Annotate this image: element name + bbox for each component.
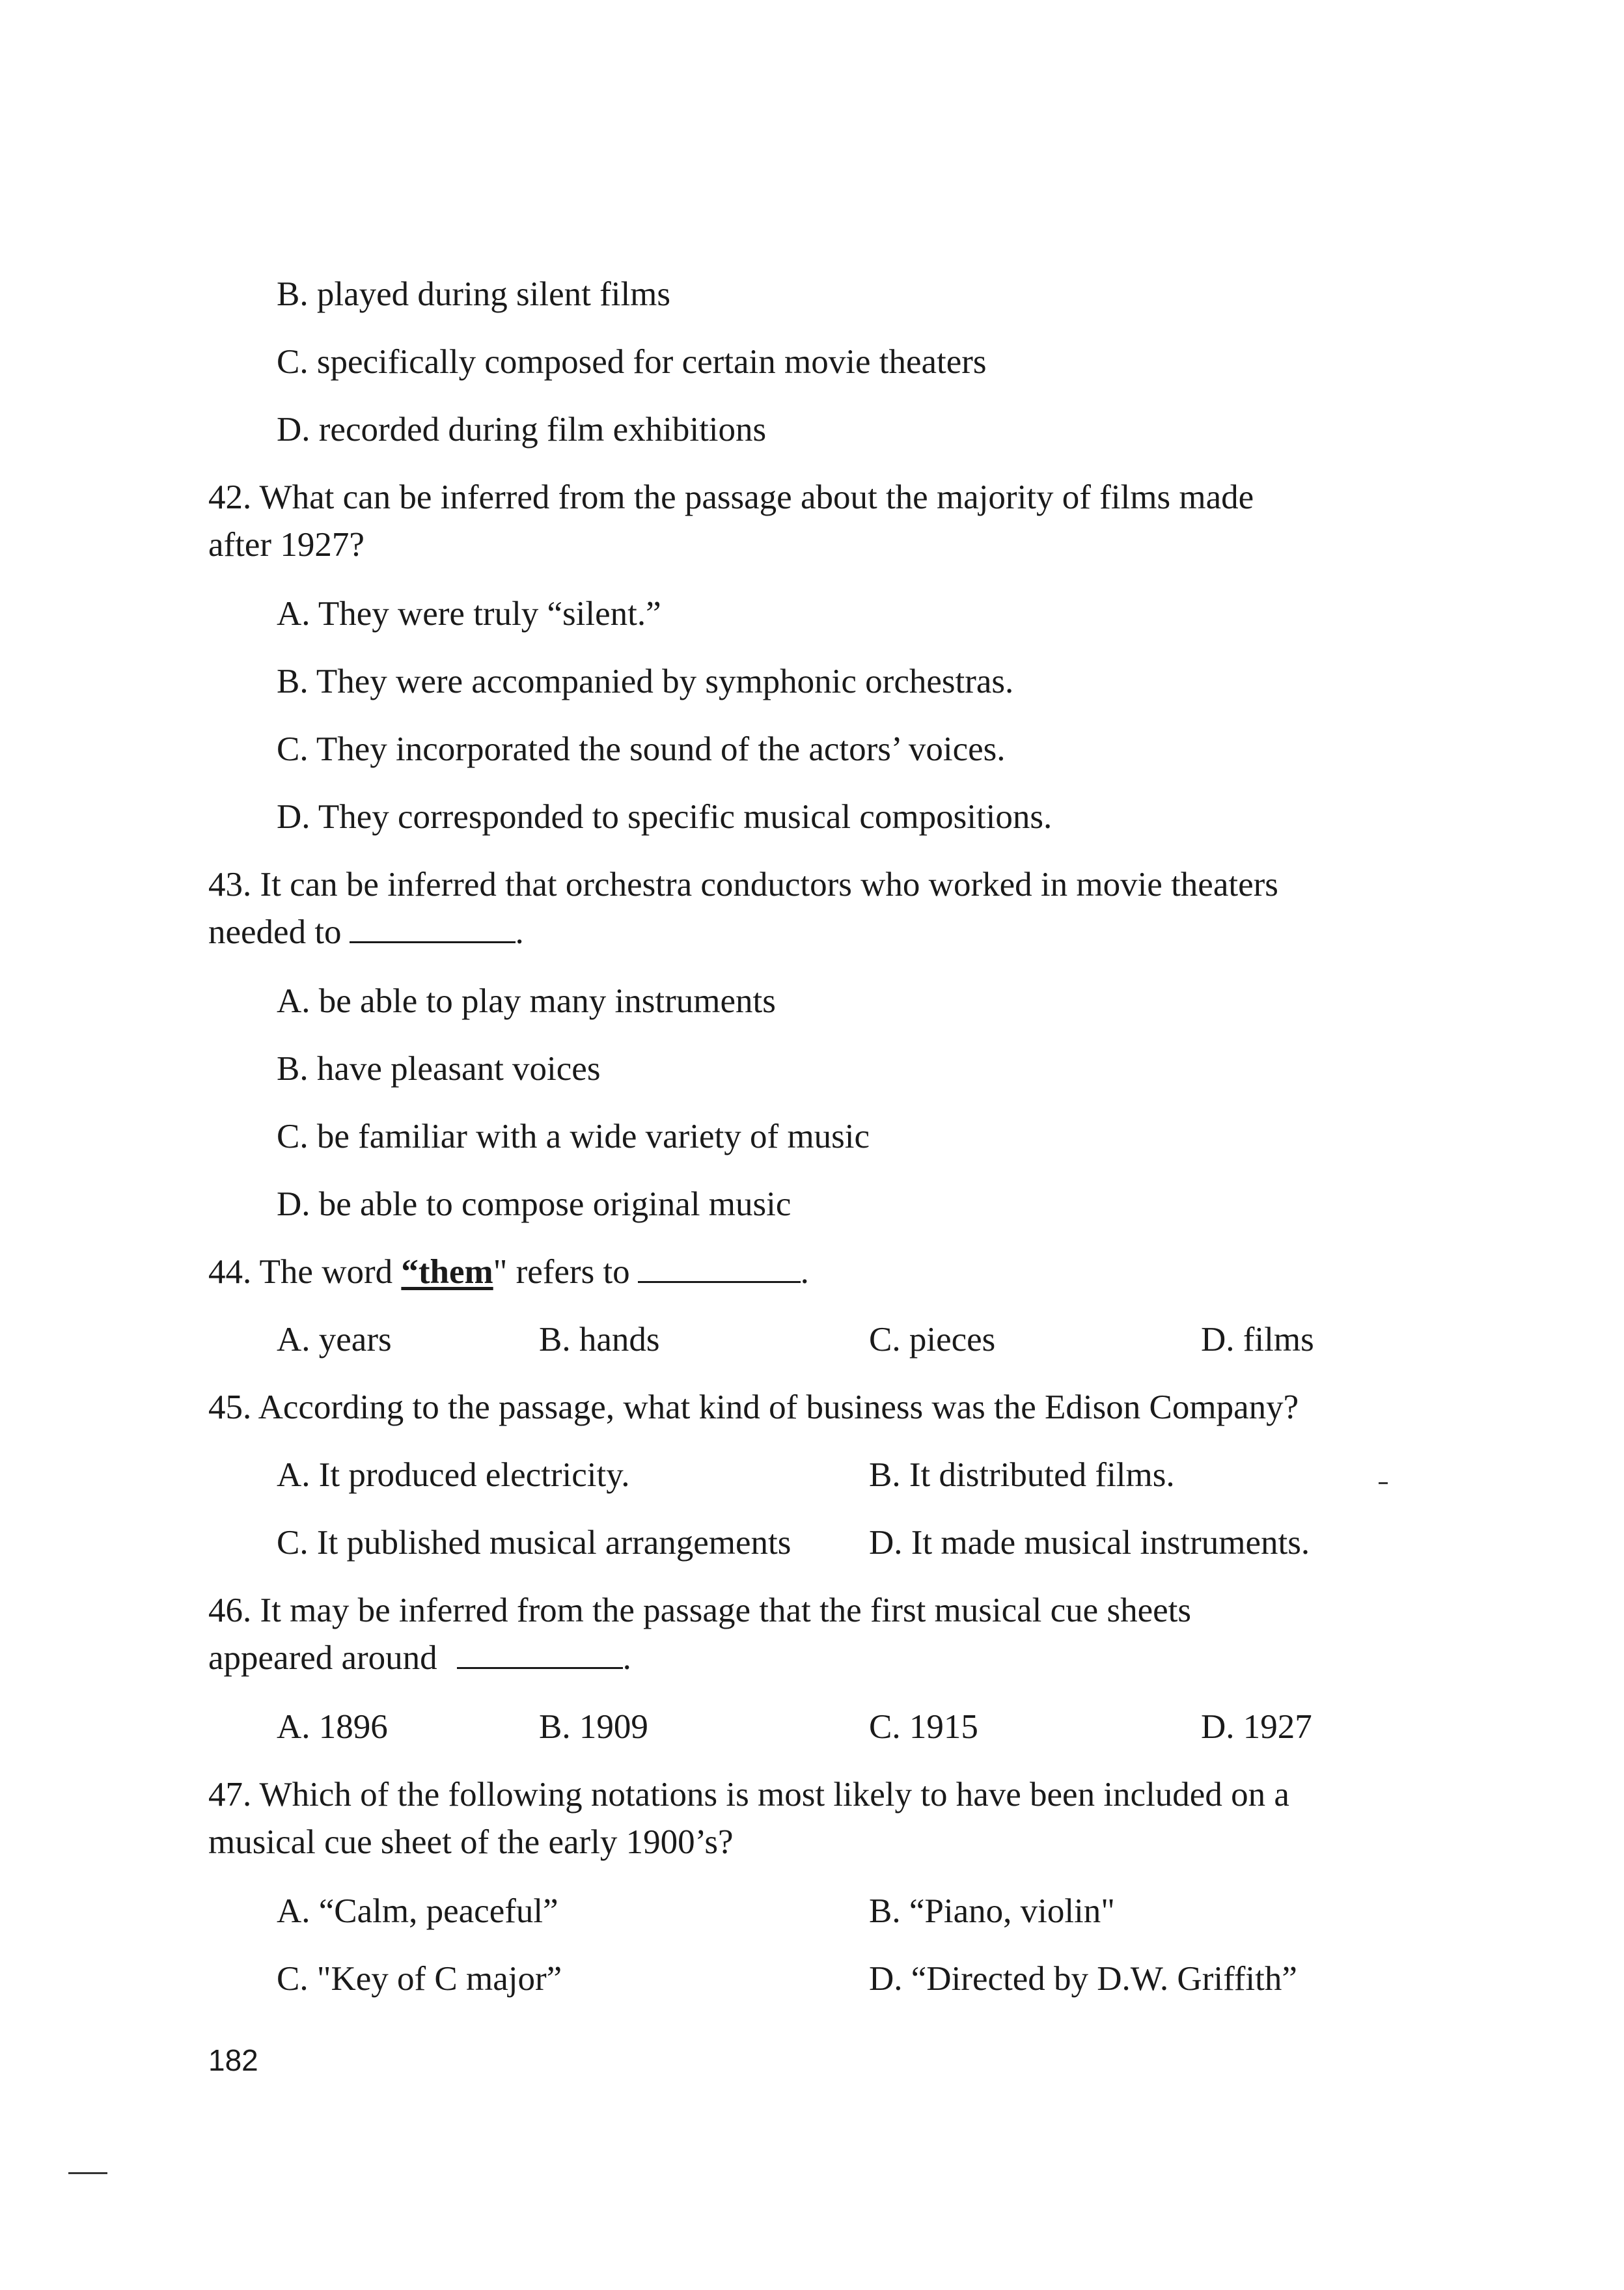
q43-option-b: B. have pleasant voices xyxy=(277,1050,601,1088)
question-46-line-1: 46. It may be inferred from the passage that the first musical cue sheets xyxy=(208,1592,1191,1629)
question-44: 44. The word “them" refers to . xyxy=(208,1253,809,1291)
question-43-line-1: 43. It can be inferred that orchestra conductors who worked in movie theaters xyxy=(208,866,1278,904)
q43-option-a: A. be able to play many instruments xyxy=(277,982,776,1020)
scan-mark xyxy=(68,2172,107,2174)
q46-option-d: D. 1927 xyxy=(1201,1708,1312,1746)
question-45: 45. According to the passage, what kind of business was the Edison Company? xyxy=(208,1388,1299,1426)
question-46 xyxy=(208,1587,1406,1682)
answer-blank xyxy=(350,913,516,943)
q43-option-c: C. be familiar with a wide variety of music xyxy=(277,1118,870,1155)
question-47-line-2: musical cue sheet of the early 1900’s? xyxy=(208,1823,734,1861)
q41-option-b: B. played during silent films xyxy=(277,275,671,313)
question-42-line-1: 42. What can be inferred from the passage about the majority of films made xyxy=(208,478,1254,516)
q44-option-d: D. films xyxy=(1201,1321,1314,1359)
q46-option-c: C. 1915 xyxy=(869,1708,978,1746)
question-47 xyxy=(208,1771,1406,1866)
answer-blank xyxy=(638,1252,801,1283)
q42-option-d: D. They corresponded to specific musical compositions. xyxy=(277,798,1053,836)
q45-option-d: D. It made musical instruments. xyxy=(869,1524,1310,1562)
scan-mark xyxy=(1379,1482,1388,1484)
q46-option-b: B. 1909 xyxy=(539,1708,648,1746)
q44-option-c: C. pieces xyxy=(869,1321,996,1359)
question-42 xyxy=(208,474,1406,569)
question-42-line-2: after 1927? xyxy=(208,526,365,564)
q47-option-a: A. “Calm, peaceful” xyxy=(277,1892,558,1930)
q45-option-b: B. It distributed films. xyxy=(869,1456,1175,1494)
q47-option-d: D. “Directed by D.W. Griffith” xyxy=(869,1960,1297,1998)
q41-option-c: C. specifically composed for certain movie theaters xyxy=(277,343,987,381)
answer-blank xyxy=(457,1638,623,1669)
q46-option-a: A. 1896 xyxy=(277,1708,388,1746)
q42-option-b: B. They were accompanied by symphonic orchestras. xyxy=(277,663,1014,700)
question-47-line-1: 47. Which of the following notations is most likely to have been included on a xyxy=(208,1776,1289,1814)
q42-option-a: A. They were truly “silent.” xyxy=(277,595,661,633)
q47-option-c: C. "Key of C major” xyxy=(277,1960,562,1998)
q44-option-a: A. years xyxy=(277,1321,392,1359)
page-number: 182 xyxy=(208,2043,258,2077)
q43-option-d: D. be able to compose original music xyxy=(277,1185,791,1223)
q44-option-b: B. hands xyxy=(539,1321,660,1359)
q45-option-a: A. It produced electricity. xyxy=(277,1456,630,1494)
keyword-them: “them xyxy=(401,1253,493,1291)
q42-option-c: C. They incorporated the sound of the actors’ voices. xyxy=(277,730,1006,768)
q47-option-b: B. “Piano, violin" xyxy=(869,1892,1115,1930)
q41-option-d: D. recorded during film exhibitions xyxy=(277,411,767,448)
question-43-line-2: needed to . xyxy=(208,913,524,951)
question-43 xyxy=(208,861,1406,956)
q45-option-c: C. It published musical arrangements xyxy=(277,1524,791,1562)
question-46-line-2: appeared around . xyxy=(208,1639,631,1677)
